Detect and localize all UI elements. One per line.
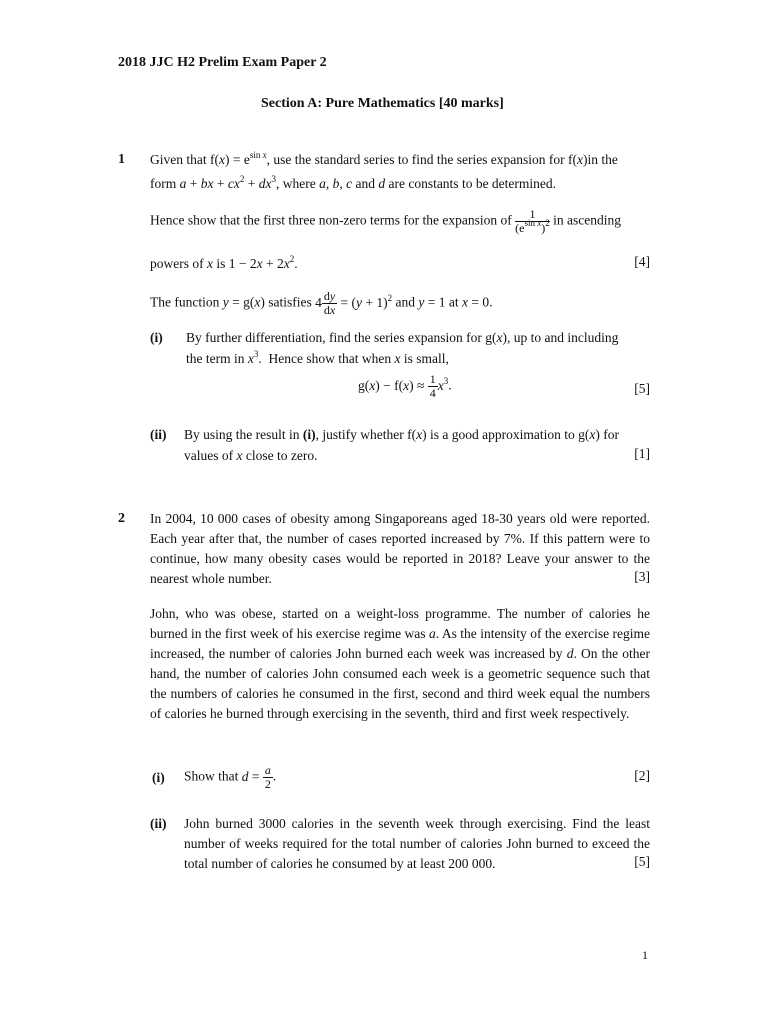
q1-part-i-line-2: the term in $x^3$. Hence show that when x is small, [186,349,449,366]
math-d-equals-a-over-2: d = $\frac{a}{2}$ [241,763,271,791]
q2-paragraph-2: John, who was obese, started on a weight-loss programme. The number of calories he burned in the first week of his exercise regime was a. As the intensity of the exercise regime increased, the number of calories John burned each week was increased by d. On the other hand, the number of calories John consumed each week is a geometric sequence such that the numbers of calories he consumed in the first, second and third week equal the numbers of calories he burned through exercising in the seventh, third and first week respectively. [150,606,651,721]
math-differential-equation: 4 $\frac{dy}{dx}$ = $(y + 1)^2$ [315,289,393,317]
exam-title: 2018 JJC H2 Prelim Exam Paper 2 [118,55,327,70]
q2-part-i-label: (i) [152,770,165,785]
math-reciprocal-fraction: $\frac{1}{(e^{sin x})^2}$ [515,207,550,235]
q1-line-2: form a + bx + $cx^2 + dx^3$, where a, b, c and d are constants to be determined. [150,174,557,191]
section-title: Section A: Pure Mathematics [40 marks] [261,96,504,111]
math-cubic-form: a + bx + $cx^2 + dx^3$ [179,174,276,191]
q1-part-i-line-1: By further differentiation, find the series expansion for g(x), up to and including [186,330,619,345]
math-y-equals-g: y = g(x) [222,294,265,310]
q1-part-ii-mark: [1] [634,446,650,461]
q2-part-ii-label: (ii) [150,816,167,831]
math-fx: f(x) [568,152,588,167]
q1-part-i-label: (i) [150,330,163,345]
math-approximation: g(x) − f(x) ≈ $\frac{1}{4}$ $x^3$. [358,372,452,400]
math-expansion-result: $1 - 2x + 2x^2$ [228,254,295,271]
q1-part-ii-label: (ii) [150,427,167,442]
q1-mark-4: [4] [634,254,650,269]
page-number: 1 [642,948,648,962]
q1-line-3: Hence show that the first three non-zero terms for the expansion of $\frac{1}{(e^{sin x})^2}$ in ascending [150,207,621,235]
q2-part-ii-text: John burned 3000 calories in the seventh week through exercising. Find the least number of weeks required for the total number of calories John burned to exceed the total number of calories he consumed by at least 200 000. [184,816,650,871]
q1-part-ii-line-1: By using the result in (i), justify whether f(x) is a good approximation to g(x) for [184,427,619,442]
q2-part-ii-mark: [5] [634,854,650,869]
q2-paragraph-1: In 2004, 10 000 cases of obesity among Singaporeans aged 18-30 years old were reported. Each year after that, the number of cases reported increased by 7%. If this pattern were to continue, how many obesity cases would be reported in 2018? Leave your answer to the nearest whole number. [150,511,650,586]
q2-para1-mark: [3] [634,569,650,584]
math-constants-list: a, b, c [319,176,353,191]
math-initial-x: x = 0 [462,294,490,310]
q2-part-i-mark: [2] [634,768,650,783]
q1-line-1: Given that $f(x) = e^{sin x}$, use the standard series to find the series expansion for f(x)in the [150,150,618,167]
math-f-definition: $f(x) = e^{sin x}$ [210,150,267,167]
q1-part-ii-line-2: values of x close to zero. [184,448,318,463]
q1-line-4: powers of x is $1 - 2x + 2x^2$. [150,254,298,271]
question-1-number: 1 [118,152,125,167]
math-initial-y: y = 1 [418,294,446,310]
q1-line-5: The function y = g(x) satisfies 4 $\frac{dy}{dx}$ = $(y + 1)^2$ and y = 1 at x = 0. [150,289,493,317]
q2-part-i-text: Show that d = $\frac{a}{2}$ . [184,763,277,791]
q1-part-i-mark: [5] [634,381,650,396]
question-2-number: 2 [118,511,125,526]
